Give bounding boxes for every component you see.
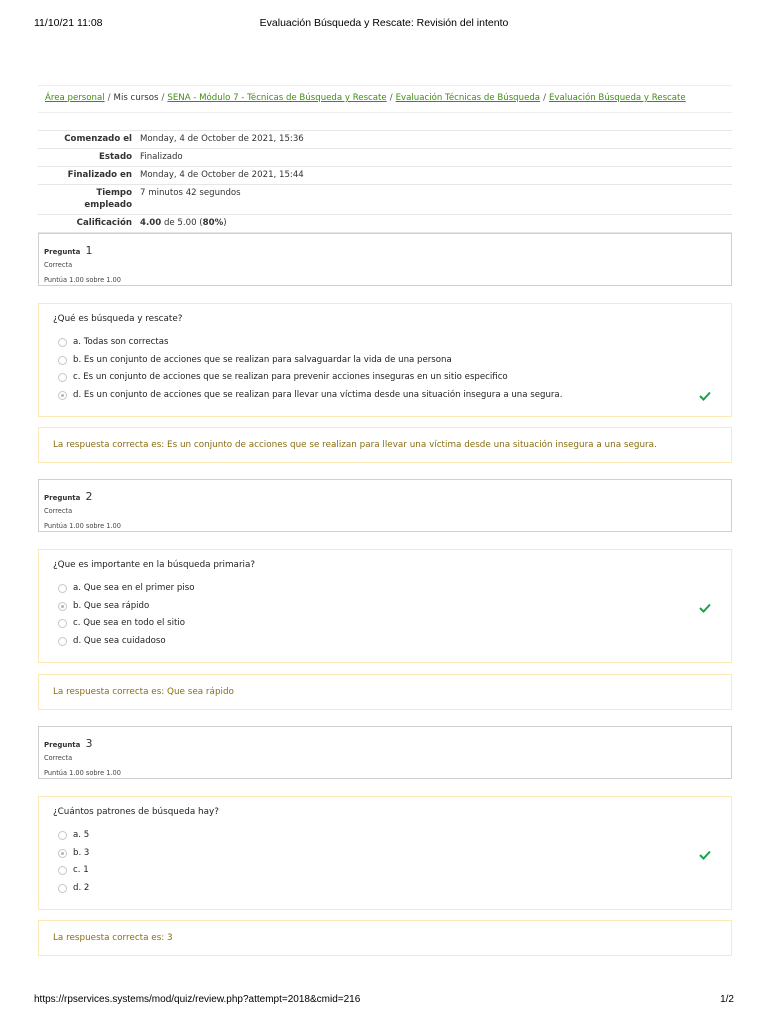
answer-option-selected[interactable]: [53, 847, 717, 865]
summary-value: 7 minutos 42 segundos: [136, 185, 732, 215]
summary-label: [38, 185, 136, 215]
breadcrumb-mis-cursos: Mis cursos: [113, 93, 159, 103]
attempt-summary-table: [38, 130, 732, 233]
correct-answer-feedback: La respuesta correcta es: Es un conjunto de acciones que se realizan para llevar una víctima desde una situación insegura a una segura.: [38, 427, 732, 463]
question-marks: Puntúa 1.00 sobre 1.00: [44, 769, 121, 777]
question-content: [38, 549, 732, 663]
summary-row-started: [38, 131, 732, 149]
check-icon: [699, 391, 711, 401]
summary-row-time: [38, 185, 732, 215]
radio-checked-icon[interactable]: [58, 849, 67, 858]
breadcrumb-course[interactable]: SENA - Módulo 7 - Técnicas de Búsqueda y Rescate: [167, 93, 387, 103]
answer-label: c. Que sea en todo el sitio: [73, 618, 186, 628]
breadcrumb-separator: /: [107, 93, 111, 103]
correct-answer-feedback: La respuesta correcta es: 3: [38, 920, 732, 956]
answer-label: a. Todas son correctas: [73, 337, 169, 347]
summary-value: Monday, 4 de October de 2021, 15:36: [136, 131, 732, 149]
question-label: Pregunta: [44, 494, 81, 502]
question-marks: Puntúa 1.00 sobre 1.00: [44, 522, 121, 530]
breadcrumb-quiz[interactable]: Evaluación Búsqueda y Rescate: [549, 93, 686, 103]
summary-label: Comenzado el: [38, 131, 136, 149]
print-page-number: 1/2: [720, 994, 734, 1005]
question-state: Correcta: [44, 754, 73, 762]
print-footer: [0, 994, 768, 1008]
answer-label: c. 1: [73, 865, 89, 875]
answer-label: a. Que sea en el primer piso: [73, 583, 195, 593]
breadcrumb-separator: /: [389, 93, 393, 103]
summary-label-line: empleado: [84, 200, 132, 210]
grade-of: de 5.00 (: [161, 218, 203, 228]
grade-score: 4.00: [140, 218, 162, 228]
print-url: https://rpservices.systems/mod/quiz/review.php?attempt=2018&cmid=216: [34, 994, 361, 1005]
radio-icon[interactable]: [58, 619, 67, 628]
question-state: Correcta: [44, 261, 73, 269]
summary-label: Calificación: [38, 215, 136, 233]
answer-option[interactable]: [53, 582, 717, 600]
question-label: Pregunta: [44, 741, 81, 749]
radio-icon[interactable]: [58, 831, 67, 840]
summary-value: Finalizado: [136, 149, 732, 167]
question-text: ¿Qué es búsqueda y rescate?: [53, 314, 183, 324]
summary-value: [136, 215, 732, 233]
summary-value: Monday, 4 de October de 2021, 15:44: [136, 167, 732, 185]
radio-icon[interactable]: [58, 584, 67, 593]
breadcrumb-separator: /: [161, 93, 165, 103]
answer-option[interactable]: [53, 635, 717, 653]
summary-label: Estado: [38, 149, 136, 167]
question-number: 3: [85, 737, 93, 750]
radio-checked-icon[interactable]: [58, 391, 67, 400]
answer-option-selected[interactable]: [53, 600, 717, 618]
breadcrumb-separator: /: [543, 93, 546, 103]
check-icon: [699, 850, 711, 860]
answer-option[interactable]: [53, 371, 717, 389]
summary-label-line: Tiempo: [96, 188, 132, 198]
answer-label: b. 3: [73, 847, 90, 858]
question-marks: Puntúa 1.00 sobre 1.00: [44, 276, 121, 284]
summary-row-state: [38, 149, 732, 167]
correct-answer-feedback: La respuesta correcta es: Que sea rápido: [38, 674, 732, 710]
question-label: Pregunta: [44, 248, 81, 256]
answer-label: c. Es un conjunto de acciones que se realizan para prevenir acciones inseguras en un sitio especifico: [73, 372, 508, 382]
breadcrumb-area-personal[interactable]: Área personal: [45, 93, 105, 103]
question-info: [38, 233, 732, 286]
answer-label: b. Es un conjunto de acciones que se realizan para salvaguardar la vida de una persona: [73, 354, 452, 365]
print-datetime: 11/10/21 11:08: [34, 17, 103, 29]
answer-label: d. 2: [73, 882, 90, 893]
answer-label: a. 5: [73, 830, 90, 840]
radio-icon[interactable]: [58, 866, 67, 875]
summary-row-finished: [38, 167, 732, 185]
breadcrumb: [38, 85, 732, 113]
question-text: ¿Que es importante en la búsqueda primaria?: [53, 560, 256, 570]
answer-option[interactable]: [53, 864, 717, 882]
answer-label: d. Que sea cuidadoso: [73, 635, 166, 646]
breadcrumb-section[interactable]: Evaluación Técnicas de Búsqueda: [395, 93, 541, 103]
question-number: 1: [85, 244, 93, 257]
print-title: Evaluación Búsqueda y Rescate: Revisión del intento: [259, 17, 509, 29]
question-content: [38, 303, 732, 417]
radio-icon[interactable]: [58, 373, 67, 382]
question-info: [38, 479, 732, 532]
question-state: Correcta: [44, 507, 73, 515]
summary-label: Finalizado en: [38, 167, 136, 185]
radio-checked-icon[interactable]: [58, 602, 67, 611]
grade-close: ): [223, 218, 227, 228]
answer-option[interactable]: [53, 882, 717, 900]
summary-row-grade: [38, 215, 732, 233]
answer-label: b. Que sea rápido: [73, 600, 150, 611]
print-header: [0, 17, 768, 31]
question-number: 2: [85, 490, 93, 503]
radio-icon[interactable]: [58, 637, 67, 646]
question-info: [38, 726, 732, 779]
radio-icon[interactable]: [58, 356, 67, 365]
question-content: [38, 796, 732, 910]
answer-option[interactable]: [53, 617, 717, 635]
answer-option-selected[interactable]: [53, 389, 717, 407]
radio-icon[interactable]: [58, 338, 67, 347]
radio-icon[interactable]: [58, 884, 67, 893]
answer-option[interactable]: [53, 336, 717, 354]
grade-percent: 80%: [202, 218, 224, 228]
answer-label: d. Es un conjunto de acciones que se realizan para llevar una víctima desde una situación insegura a una segura.: [73, 389, 563, 400]
answer-option[interactable]: [53, 354, 717, 372]
check-icon: [699, 603, 711, 613]
answer-option[interactable]: [53, 829, 717, 847]
question-text: ¿Cuántos patrones de búsqueda hay?: [53, 807, 219, 817]
